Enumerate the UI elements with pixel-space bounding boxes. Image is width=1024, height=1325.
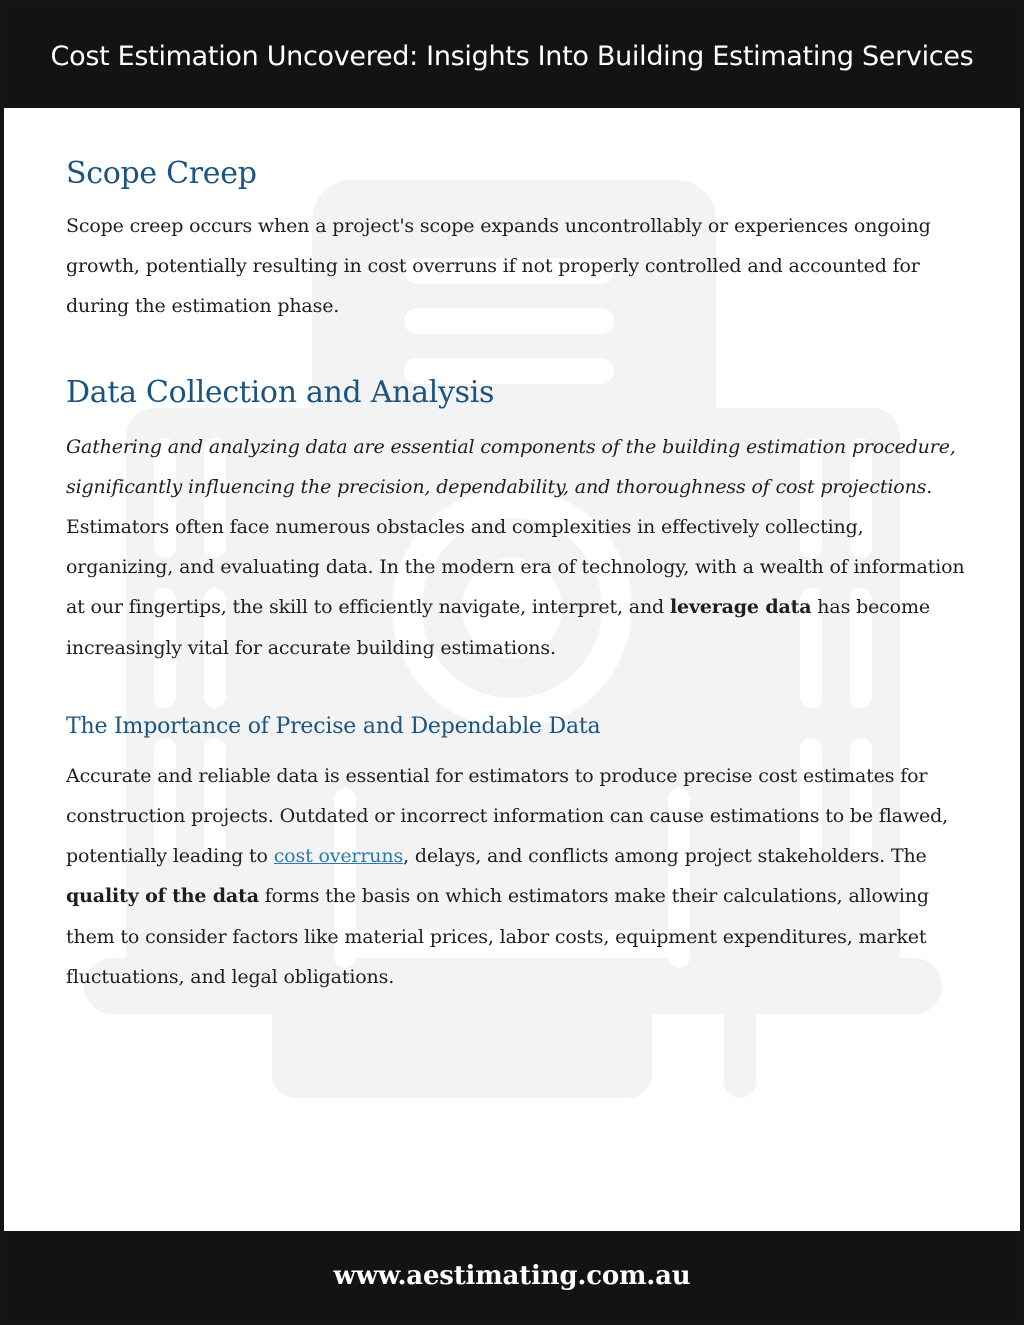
footer-bar (4, 1231, 1020, 1321)
text-segment: , delays, and conflicts among project stakeholders. The (403, 845, 927, 868)
paragraph-importance (66, 756, 966, 997)
heading-data-collection: Data Collection and Analysis (66, 374, 495, 410)
text-segment: . Estimators often face numerous obstacles and complexities in effectively collecting, organizing, and evaluating data. In the modern era of technology, with a wealth of information at our fingertips, the skill to efficiently navigate, interpret, and (66, 475, 965, 619)
heading-scope-creep: Scope Creep (66, 156, 257, 191)
paragraph-data-collection (66, 427, 966, 668)
heading-importance: The Importance of Precise and Dependable Data (66, 713, 601, 739)
text-segment: forms the basis on which estimators make their calculations, allowing them to consider factors like material prices, labor costs, equipment expenditures, market fluctuations, and legal obligations. (66, 885, 929, 988)
bold-quality-of-data: quality of the data (66, 885, 259, 908)
text-segment: has become increasingly vital for accurate building estimations. (66, 596, 930, 659)
text-segment: Accurate and reliable data is essential for estimators to produce precise cost estimates for construction projects. Outdated or incorrect information can cause estimations to be flawed, potentially leading to (66, 764, 948, 868)
footer-website-url: www.aestimating.com.au (333, 1261, 691, 1291)
bold-leverage-data: leverage data (669, 596, 812, 619)
header-bar (4, 4, 1020, 108)
document-text (66, 154, 966, 997)
italic-intro: Gathering and analyzing data are essential components of the building estimation procedure, significantly influencing the precision, dependability, and thoroughness of cost projections (66, 435, 956, 498)
paragraph-scope-creep: Scope creep occurs when a project's scope expands uncontrollably or experiences ongoing growth, potentially resulting in cost overruns if not properly controlled and accounted for during the estimation phase. (66, 215, 931, 318)
cost-overruns-link[interactable]: cost overruns (273, 845, 404, 868)
page-title: Cost Estimation Uncovered: Insights Into Building Estimating Services (50, 40, 974, 72)
document-body (4, 108, 1020, 1231)
